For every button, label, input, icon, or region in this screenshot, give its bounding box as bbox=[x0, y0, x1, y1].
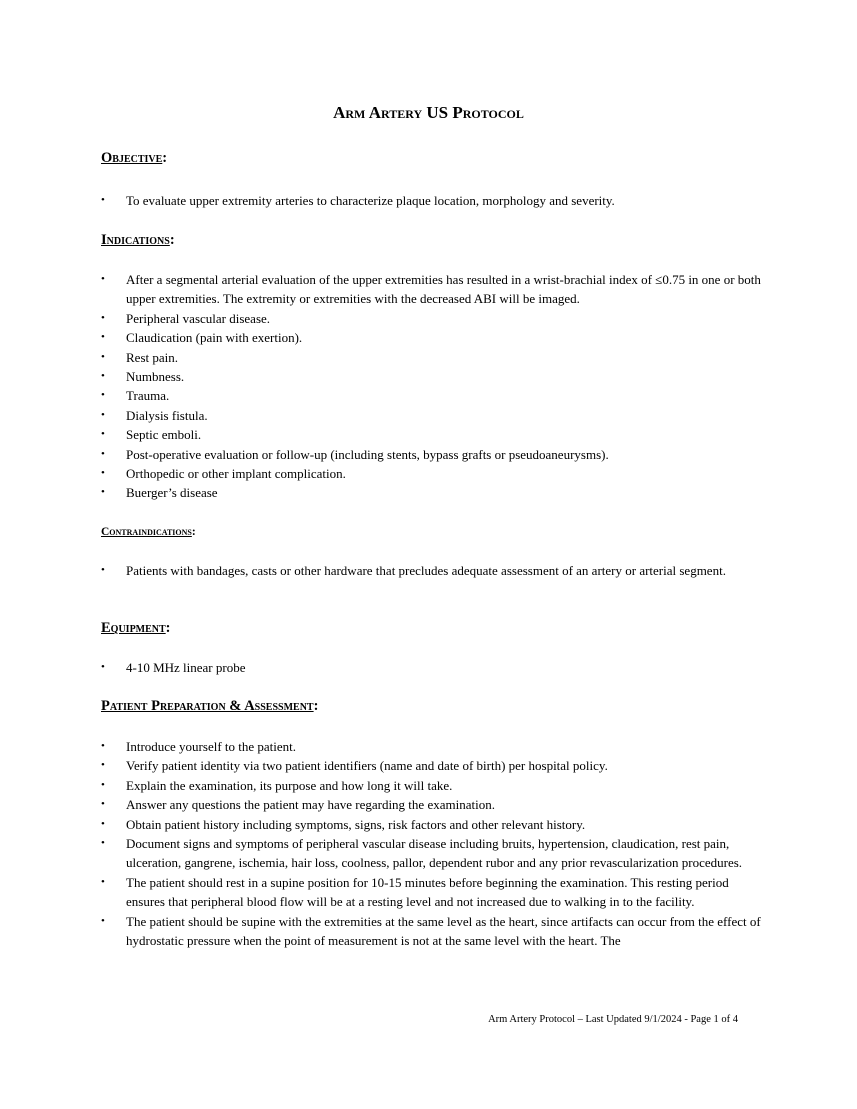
page-title: Arm Artery US Protocol bbox=[333, 103, 524, 122]
contraindications-list bbox=[101, 561, 761, 580]
list-item: • Obtain patient history including symptoms, signs, risk factors and other relevant history. bbox=[101, 816, 586, 832]
contraindications-heading-text: Contraindications bbox=[101, 526, 192, 538]
list-item: • Peripheral vascular disease. bbox=[101, 310, 271, 326]
list-item: • Introduce yourself to the patient. bbox=[101, 739, 297, 754]
list-item: • To evaluate upper extremity arteries to characterize plaque location, morphology and severity. bbox=[101, 193, 615, 208]
list-item: • The patient should rest in a supine position for 10-15 minutes before beginning the examination. This resting period ensures that peripheral blood flow will be at a resting level and not increased due to walking in to the facility. bbox=[101, 874, 729, 910]
list-item: • Answer any questions the patient may have regarding the examination. bbox=[101, 797, 495, 813]
list-item: • After a segmental arterial evaluation of the upper extremities has resulted in a wrist-brachial index of ≤0.75 in one or both upper extremities. The extremity or extremities with the decreased ABI will be imaged. bbox=[101, 272, 761, 307]
list-item: • Septic emboli. bbox=[101, 427, 202, 443]
list-item: • Rest pain. bbox=[101, 349, 178, 365]
list-item: • Patients with bandages, casts or other hardware that precludes adequate assessment of an artery or arterial segment. bbox=[101, 563, 726, 578]
list-item: • Post-operative evaluation or follow-up (including stents, bypass grafts or pseudoaneurysms). bbox=[101, 446, 609, 462]
equipment-list bbox=[101, 658, 761, 677]
list-item: • Trauma. bbox=[101, 388, 170, 404]
patient-prep-heading: Patient Preparation & Assessment: bbox=[101, 698, 319, 714]
list-item: • Buerger’s disease bbox=[101, 485, 218, 501]
list-item: • Orthopedic or other implant complication. bbox=[101, 466, 346, 482]
indications-heading-text: Indications bbox=[101, 232, 170, 248]
patient-prep-list bbox=[101, 737, 761, 950]
equipment-heading: Equipment: bbox=[101, 620, 171, 636]
indications-list bbox=[101, 270, 761, 503]
list-item: • Dialysis fistula. bbox=[101, 407, 208, 423]
list-item: • 4-10 MHz linear probe bbox=[101, 660, 246, 675]
list-item: • The patient should be supine with the extremities at the same level as the heart, since artifacts can occur from the effect of hydrostatic pressure when the point of measurement is not at the same level with the heart. The bbox=[101, 913, 761, 949]
indications-heading: Indications: bbox=[101, 232, 175, 248]
objective-heading-text: Objective bbox=[101, 150, 163, 166]
list-item: • Claudication (pain with exertion). bbox=[101, 330, 303, 346]
equipment-heading-text: Equipment bbox=[101, 620, 166, 636]
list-item: • Verify patient identity via two patient identifiers (name and date of birth) per hospital policy. bbox=[101, 758, 608, 774]
contraindications-heading: Contraindications: bbox=[101, 526, 196, 538]
list-item: • Document signs and symptoms of peripheral vascular disease including bruits, hypertension, claudication, rest pain, ulceration, gangrene, ischemia, hair loss, coolness, pallor, dependent rubor and any prior revascularization procedures. bbox=[101, 836, 743, 871]
objective-heading: Objective: bbox=[101, 150, 168, 166]
objective-list bbox=[101, 191, 761, 210]
list-item: • Explain the examination, its purpose and how long it will take. bbox=[101, 777, 453, 793]
list-item: • Numbness. bbox=[101, 369, 185, 385]
page-footer: Arm Artery Protocol – Last Updated 9/1/2024 - Page 1 of 4 bbox=[488, 1014, 738, 1025]
patient-prep-heading-text: Patient Preparation & Assessment bbox=[101, 698, 314, 714]
